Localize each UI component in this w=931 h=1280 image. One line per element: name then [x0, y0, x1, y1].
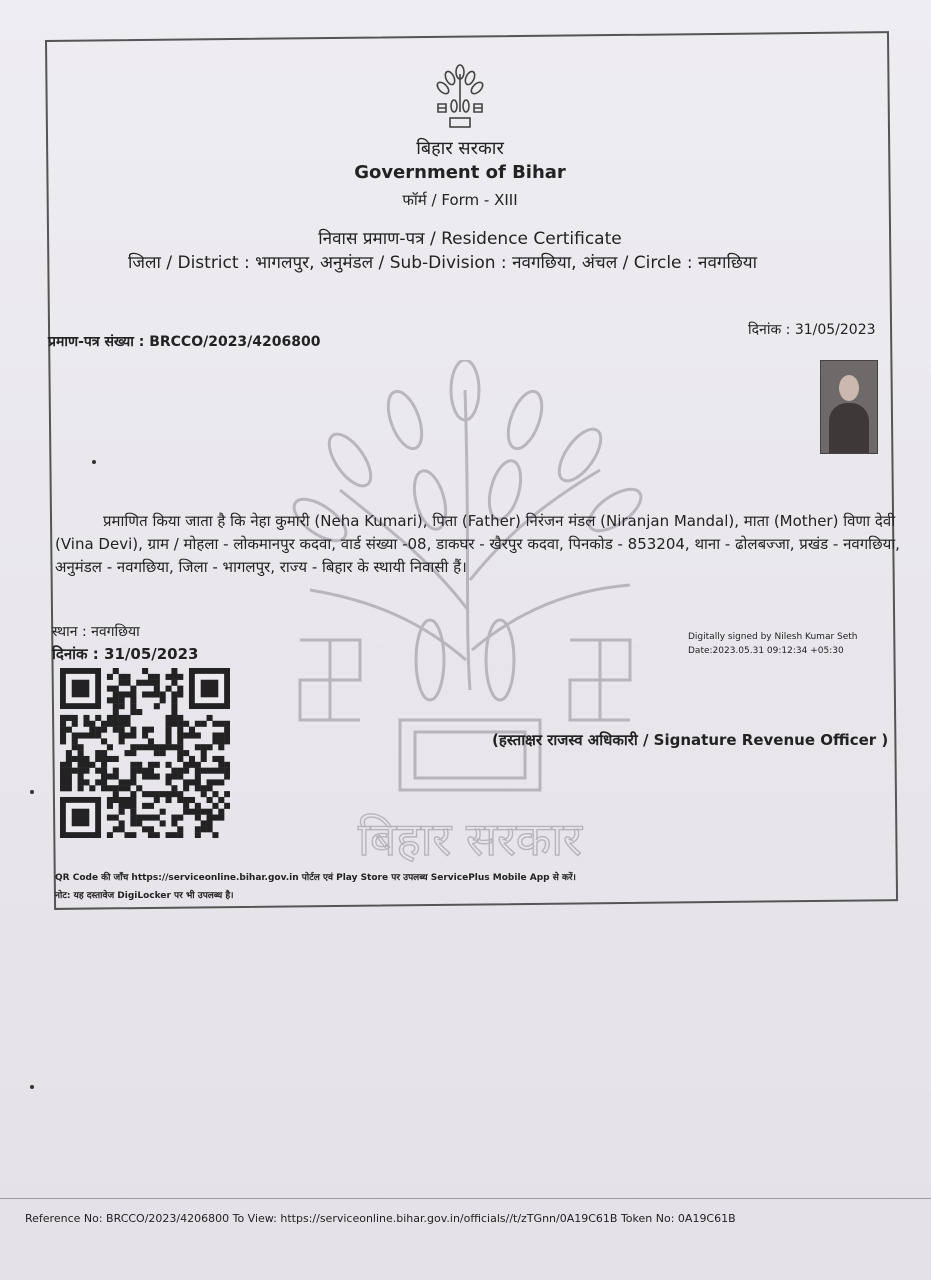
issue-date: दिनांक : 31/05/2023: [52, 645, 199, 663]
qr-verification-note: QR Code की जाँच https://serviceonline.bihar.gov.in पोर्टल एवं Play Store पर उपलब्ध ServicePlus Mobile App से करें।: [55, 873, 576, 883]
reference-line: Reference No: BRCCO/2023/4206800 To View: https://serviceonline.bihar.gov.in/officials//t/zTGnn/0A19C61B Token No: 0A19C61B: [25, 1212, 736, 1225]
digital-signature-name: Digitally signed by Nilesh Kumar Seth: [688, 632, 858, 642]
certificate-date: दिनांक : 31/05/2023: [748, 322, 876, 338]
form-number: फॉर्म / Form - XIII: [402, 191, 518, 209]
digital-signature-date: Date:2023.05.31 09:12:34 +05:30: [688, 646, 844, 656]
photo-body: [829, 403, 869, 453]
certificate-title: निवास प्रमाण-पत्र / Residence Certificate: [318, 229, 622, 249]
applicant-photo: [820, 360, 878, 454]
qr-code[interactable]: [60, 668, 230, 838]
dot-mark: [30, 790, 34, 794]
certificate-number: प्रमाण-पत्र संख्या : BRCCO/2023/4206800: [48, 334, 321, 350]
dot-mark: [92, 460, 96, 464]
gov-english-title: Government of Bihar: [354, 162, 566, 183]
watermark-emblem-icon: [280, 360, 660, 880]
bodhi-tree-emblem-icon: [430, 62, 490, 134]
photo-face: [839, 375, 859, 401]
place-line: स्थान : नवगछिया: [52, 624, 140, 640]
district-line: जिला / District : भागलपुर, अनुमंडल / Sub-Division : नवगछिया, अंचल / Circle : नवगछिया: [128, 253, 758, 273]
signature-label: (हस्ताक्षर राजस्व अधिकारी / Signature Revenue Officer ): [492, 731, 889, 749]
dot-mark: [30, 1085, 34, 1089]
digilocker-note: नोट: यह दस्तावेज DigiLocker पर भी उपलब्ध है।: [55, 891, 234, 901]
certificate-body-text: प्रमाणित किया जाता है कि नेहा कुमारी (Neha Kumari), पिता (Father) निरंजन मंडल (Niranjan Mandal), माता (Mother) विणा देवी (Vina Devi), ग्राम / मोहला - लोकमानपुर कदवा, वार्ड संख्या -08, डाकघर - खैरपुर कदवा, पिनकोड - 853204, थाना - ढोलबज्जा, प्रखंड - नवगछिया, अनुमंडल - नवगछिया, जिला - भागलपुर, राज्य - बिहार के स्थायी निवासी हैं।: [55, 512, 900, 576]
gov-hindi-title: बिहार सरकार: [416, 138, 504, 159]
watermark-text: बिहार सरकार: [358, 812, 582, 866]
reference-divider: [0, 1198, 931, 1199]
